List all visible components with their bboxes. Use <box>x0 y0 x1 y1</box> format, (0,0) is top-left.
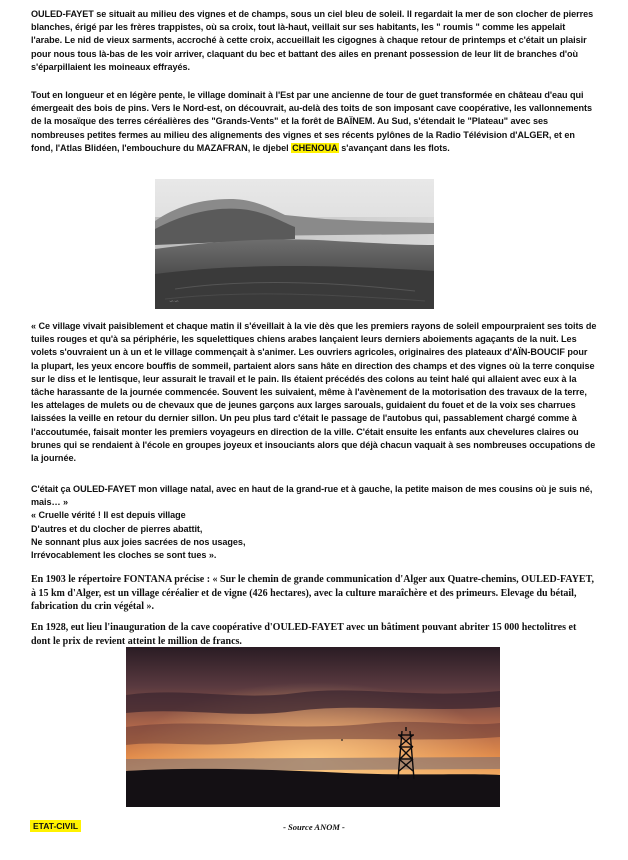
etat-civil-label: ETAT-CIVIL <box>30 820 81 832</box>
paragraph-cooperative-1928: En 1928, eut lieu l'inauguration de la cave coopérative d'OULED-FAYET avec un bâtiment pouvant abriter 15 000 hectolitres et dont le prix de revient atteint le million de francs. <box>31 622 577 647</box>
sunset-pylon-graphic <box>126 647 500 807</box>
paragraph-geography-text: Tout en longueur et en légère pente, le village dominait à l'Est par une ancienne de tour de guet transformée en château d'eau qui émergeait des bois de pins. Vers le Nord-est, on découvrait, au-delà des toits de son imposant cave coopérative, les vallonnements de la mosaïque des terres céréalières des "Grands-Vents" et la forêt de BAÏNEM. Au Sud, s'étendait le "Plateau" avec ses nombreuses petites fermes au milieu des alignements des vignes et ses récents pylônes de la Radio Télévision d'ALGER, et en fond, l'Atlas Blidéen, l'embouchure du MAZAFRAN, le djebel <box>31 90 593 153</box>
paragraph-village-life: « Ce village vivait paisiblement et chaque matin il s'éveillait à la vie dès que les premiers rayons de soleil empourpraient ses toits de tuiles rouges et qu'à sa périphérie, les squelettiques chiens arabes lançaient leurs derniers aboiements agaçants de la nuit. Les volets s'ouvraient un à un et le village commençait à s'animer. Les ouvriers agricoles, originaires des plateaux d'AÏN-BOUCIF pour la plupart, les yeux encore bouffis de sommeil, partaient alors sans hâte en direction des champs et des vignes où la terre conquise sur le diss et le lentisque, leur assurait le travail et le pain. Ils étaient précédés des colons au teint halé qui allaient avec eux à la tâche harassante de la journée commencée. Souvent les suivaient, même à l'avènement de la motorisation des travaux de la terre, les attelages de mulets ou de chevaux que de jeunes garçons aux larges sarouals, guidaient du fouet et de la voix ses charrues laissées la veille en retour du dernier sillon. Un peu plus tard c'était le passage de l'autobus qui, passablement chargé comme à l'accoutumée, faisait monter les premiers voyageurs en direction de la ville. C'était ensuite les enfants aux chevelures claires ou brunes qui se rendaient à l'école en groupes joyeux et insouciants alors que déjà chacun vaquait à ses nombreuses occupations de la journée. <box>31 321 597 464</box>
paragraph-geography <box>31 89 597 155</box>
paragraph-geography-end: s'avançant dans les flots. <box>341 142 450 153</box>
poem-line-1: « Cruelle vérité ! Il est depuis village <box>31 510 186 521</box>
source-credit: - Source ANOM - <box>283 822 345 832</box>
poem-line-4: Irrévocablement les cloches se sont tues ». <box>31 550 217 561</box>
paragraph-native-village <box>31 483 597 562</box>
native-village-intro: C'était ça OULED-FAYET mon village natal, avec en haut de la grand-rue et à gauche, la petite maison de mes cousins où je suis né, mais… » <box>31 484 593 508</box>
chenoua-highlight: CHENOUA <box>292 142 338 153</box>
paragraph-fontana-1903: En 1903 le répertoire FONTANA précise : « Sur le chemin de grande communication d'Alger aux Quatre-chemins, OULED-FAYET, à 15 km d'Alger, est un village céréalier et de vigne (426 hectares), avec la culture maraîchère et des primeurs. Elevage du bétail, fabrication du crin végétal ». <box>31 574 595 612</box>
coast-aerial-photo <box>155 179 434 309</box>
svg-text:∽∽: ∽∽ <box>169 299 180 305</box>
paragraph-intro: OULED-FAYET se situait au milieu des vignes et de champs, sous un ciel bleu de soleil. Il regardait la mer de son clocher de pierres blanches, érigé par les frères trappistes, où sa croix, tout là-haut, veillait sur ses habitants, les " roumis " comme les appelait l'arabe. Le nid de vieux sarments, accroché à cette croix, accueillait les cigognes à chaque retour de printemps et c'était un plaisir pour nous tous là-bas de les voir arriver, claquant du bec et battant des ailes en prenant possession de leur lit de branches d'où s'éparpillaient les moineaux effrayés. <box>31 9 594 72</box>
poem-line-2: D'autres et du clocher de pierres abattit, <box>31 523 203 534</box>
coast-aerial-photo-graphic <box>155 179 434 309</box>
sunset-pylon-photo <box>126 647 500 807</box>
poem-line-3: Ne sonnant plus aux joies sacrées de nos usages, <box>31 536 246 547</box>
